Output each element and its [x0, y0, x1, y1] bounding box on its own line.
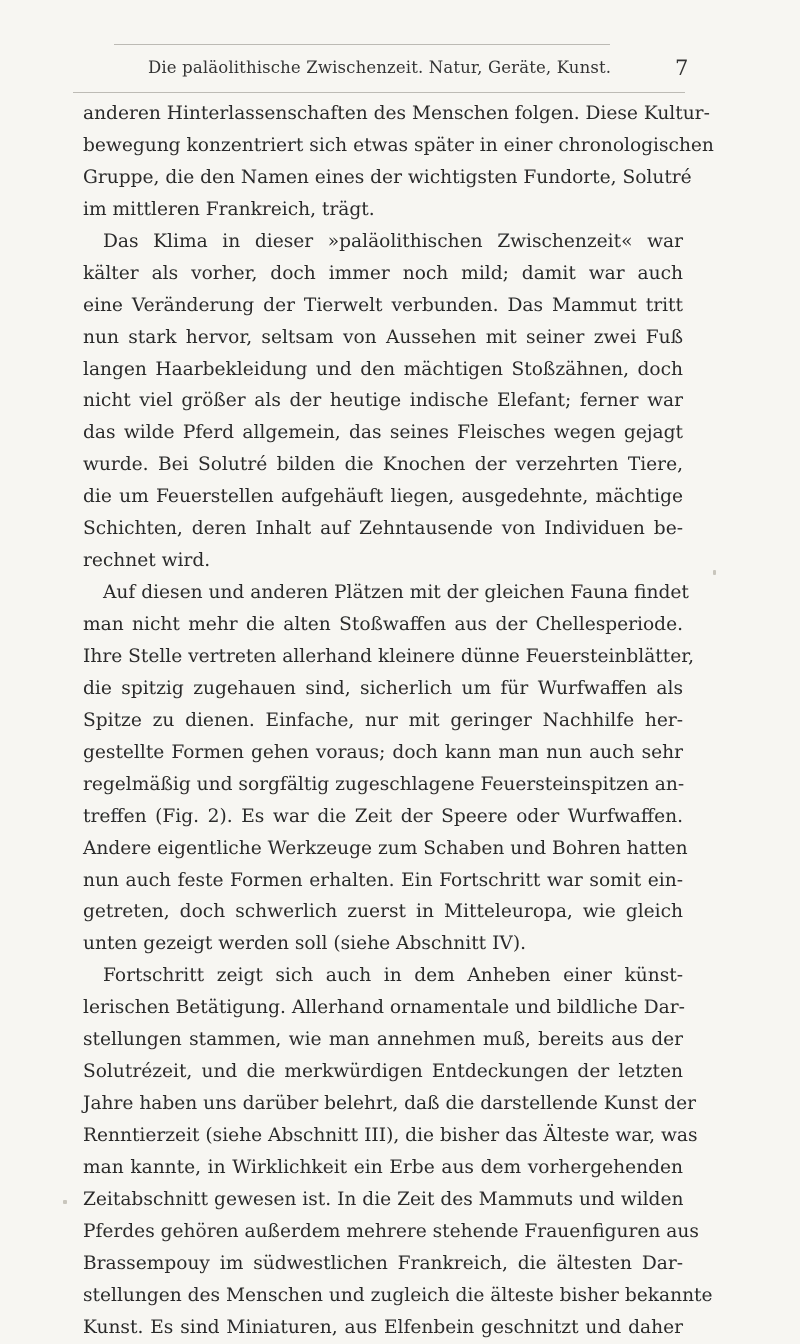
text-line: treffen (Fig. 2). Es war die Zeit der Speere oder Wurfwaffen. [83, 805, 683, 827]
text-line: Andere eigentliche Werkzeuge zum Schaben und Bohren hatten [83, 837, 688, 859]
text-line: nun stark hervor, seltsam von Aussehen mit seiner zwei Fuß [83, 326, 683, 348]
text-line: man kannte, in Wirklichkeit ein Erbe aus dem vorhergehenden [83, 1156, 683, 1178]
text-line: Spitze zu dienen. Einfache, nur mit geringer Nachhilfe her- [83, 709, 683, 731]
text-line: bewegung konzentriert sich etwas später in einer chronologischen [83, 134, 714, 156]
text-line: das wilde Pferd allgemein, das seines Fleisches wegen gejagt [83, 422, 683, 444]
text-line: Kunst. Es sind Miniaturen, aus Elfenbein geschnitzt und daher [83, 1316, 683, 1338]
text-line: eine Veränderung der Tierwelt verbunden. Das Mammut tritt [83, 294, 683, 316]
text-line: im mittleren Frankreich, trägt. [83, 198, 375, 220]
text-line: nun auch feste Formen erhalten. Ein Fortschritt war somit ein- [83, 869, 683, 891]
text-line: Auf diesen und anderen Plätzen mit der gleichen Fauna findet [103, 582, 689, 604]
text-line: Gruppe, die den Namen eines der wichtigsten Fundorte, Solutré [83, 166, 692, 188]
header-bottom-rule [73, 92, 685, 93]
text-line: regelmäßig und sorgfältig zugeschlagene Feuersteinspitzen an- [83, 773, 685, 795]
text-line: gestellte Formen gehen voraus; doch kann man nun auch sehr [83, 741, 683, 763]
text-line: langen Haarbekleidung und den mächtigen Stoßzähnen, doch [83, 358, 683, 380]
text-line: Schichten, deren Inhalt auf Zehntausende von Individuen be- [83, 518, 683, 540]
text-line: anderen Hinterlassenschaften des Menschen folgen. Diese Kultur- [83, 103, 710, 124]
text-line: stellungen stammen, wie man annehmen muß, bereits aus der [83, 1029, 683, 1051]
text-line: man nicht mehr die alten Stoßwaffen aus der Chellesperiode. [83, 614, 683, 635]
text-line: rechnet wird. [83, 550, 211, 572]
text-line: Ihre Stelle vertreten allerhand kleinere dünne Feuersteinblätter, [83, 645, 695, 667]
text-line: die spitzig zugehauen sind, sicherlich um für Wurfwaffen als [83, 677, 683, 699]
header-top-rule [114, 44, 610, 45]
page-number: 7 [675, 56, 689, 80]
text-line: Solutrézeit, und die merkwürdigen Entdeckungen der letzten [83, 1061, 683, 1083]
text-line: Zeitabschnitt gewesen ist. In die Zeit des Mammuts und wilden [83, 1188, 684, 1210]
body-text [83, 98, 714, 1344]
text-line: Renntierzeit (siehe Abschnitt III), die bisher das Älteste war, was [83, 1125, 698, 1146]
text-line: Pferdes gehören außerdem mehrere stehende Frauenfiguren aus [83, 1220, 699, 1242]
text-line: lerischen Betätigung. Allerhand ornamentale und bildliche Dar- [83, 997, 685, 1019]
text-line: stellungen des Menschen und zugleich die älteste bisher bekannte [83, 1284, 713, 1306]
paper-speck [63, 1200, 67, 1204]
text-line: Jahre haben uns darüber belehrt, daß die darstellende Kunst der [83, 1093, 696, 1115]
page-header [0, 0, 800, 96]
text-line: Das Klima in dieser »paläolithischen Zwischenzeit« war [103, 230, 683, 252]
running-head: Die paläolithische Zwischenzeit. Natur, Geräte, Kunst. [148, 58, 612, 77]
text-line: Brassempouy im südwestlichen Frankreich, die ältesten Dar- [83, 1252, 683, 1274]
text-line: unten gezeigt werden soll (siehe Abschnitt IV). [83, 933, 526, 955]
paper-speck [713, 570, 716, 575]
text-line: getreten, doch schwerlich zuerst in Mitteleuropa, wie gleich [83, 901, 683, 923]
text-line: Fortschritt zeigt sich auch in dem Anheben einer künst- [103, 965, 683, 987]
text-line: wurde. Bei Solutré bilden die Knochen der verzehrten Tiere, [83, 454, 683, 476]
text-line: kälter als vorher, doch immer noch mild; damit war auch [83, 262, 683, 284]
text-line: die um Feuerstellen aufgehäuft liegen, ausgedehnte, mächtige [83, 486, 683, 508]
text-line: nicht viel größer als der heutige indische Elefant; ferner war [83, 390, 683, 412]
